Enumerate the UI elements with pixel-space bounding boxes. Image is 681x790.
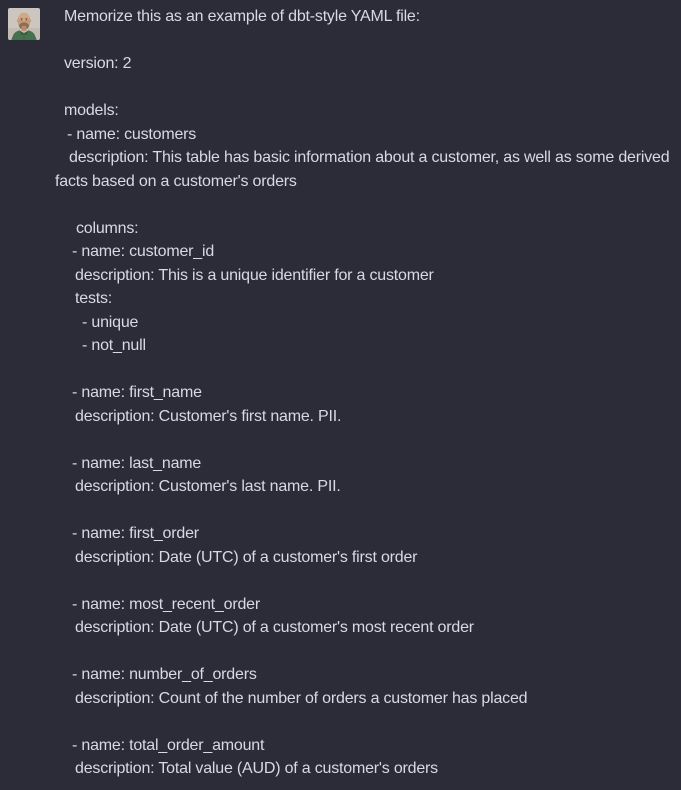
yaml-line: description: Count of the number of orders a customer has placed — [75, 689, 528, 707]
yaml-line: version: 2 — [64, 55, 132, 72]
yaml-line: - name: customer_id — [72, 243, 215, 260]
yaml-line: description: Customer's first name. PII. — [75, 407, 342, 425]
yaml-line: - name: last_name — [72, 454, 202, 472]
yaml-line: description: Total value (AUD) of a customer's orders — [75, 760, 438, 777]
blank-line — [55, 499, 681, 523]
yaml-line: - name: customers — [67, 125, 197, 143]
yaml-line: - name: first_order — [72, 525, 199, 542]
blank-line — [55, 76, 681, 100]
yaml-line: - not_null — [82, 337, 146, 354]
blank-line — [55, 710, 681, 734]
message-text — [55, 5, 681, 781]
yaml-line: tests: — [75, 290, 113, 307]
yaml-line: models: — [64, 102, 119, 119]
blank-line — [55, 193, 681, 217]
yaml-line: - name: most_recent_order — [72, 595, 260, 613]
yaml-line: description: Customer's last name. PII. — [75, 478, 341, 495]
blank-line — [55, 29, 681, 53]
yaml-line: - unique — [82, 313, 139, 331]
user-avatar-image — [8, 8, 40, 40]
yaml-line: facts based on a customer's orders — [55, 172, 297, 190]
yaml-line: description: Date (UTC) of a customer's most recent order — [75, 619, 474, 636]
blank-line — [55, 640, 681, 664]
yaml-line: description: This is a unique identifier for a customer — [75, 266, 434, 284]
yaml-line: - name: total_order_amount — [72, 736, 265, 754]
yaml-line: Memorize this as an example of dbt-style YAML file: — [64, 8, 420, 25]
blank-line — [55, 358, 681, 382]
blank-line — [55, 428, 681, 452]
yaml-line: description: This table has basic information about a customer, as well as some derived — [69, 149, 670, 166]
yaml-line: - name: number_of_orders — [72, 666, 257, 683]
yaml-line: - name: first_name — [72, 384, 202, 401]
yaml-line: description: Date (UTC) of a customer's first order — [75, 548, 418, 566]
yaml-line: columns: — [76, 219, 139, 237]
blank-line — [55, 569, 681, 593]
user-avatar — [8, 8, 40, 40]
